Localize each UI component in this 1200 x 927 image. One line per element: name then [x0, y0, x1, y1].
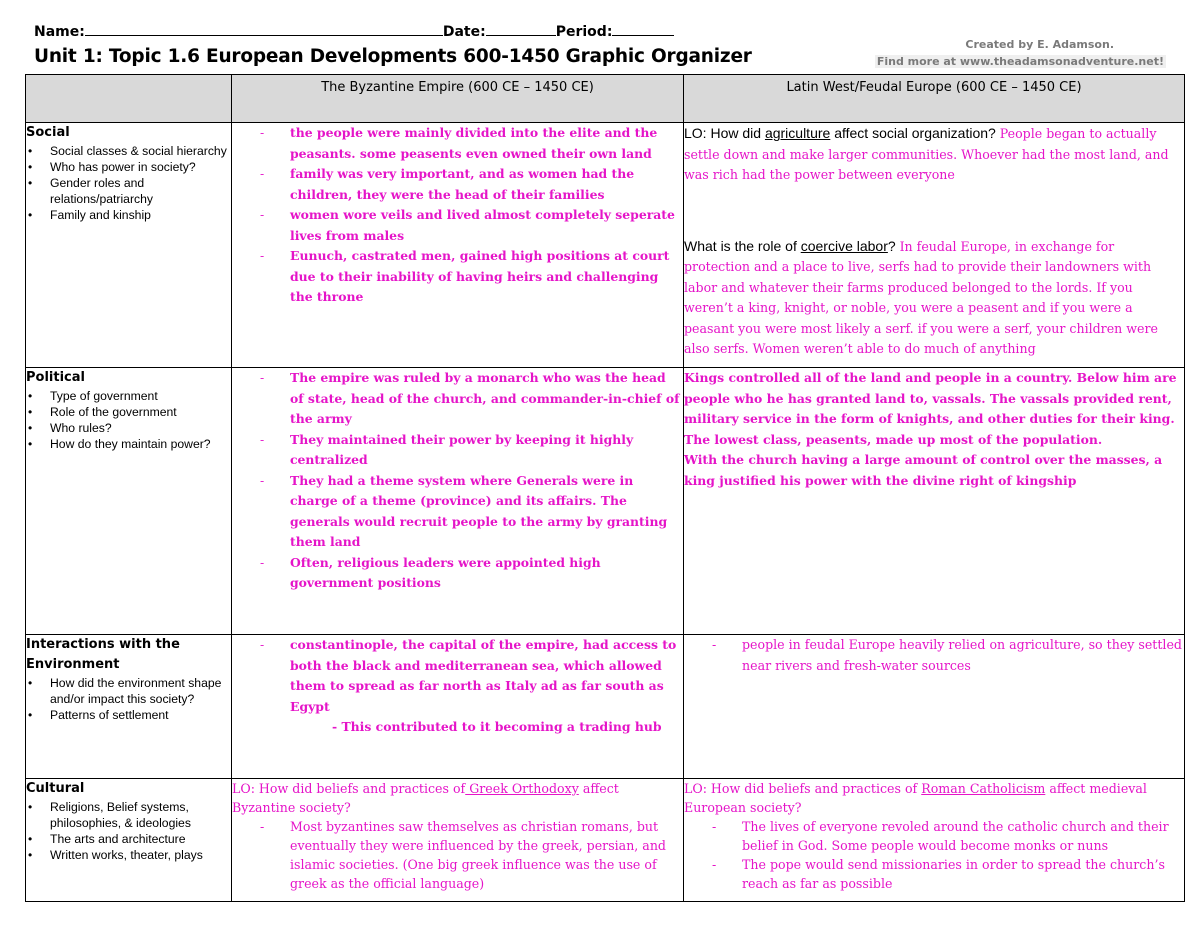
- date-label: Date:: [442, 24, 486, 40]
- answer-item: - The lives of everyone revoled around the catholic church and their belief in God. Some people would become monks or nuns: [742, 817, 1184, 855]
- question-text: LO: How did: [684, 125, 765, 141]
- category-title: Cultural: [26, 781, 85, 796]
- question-text: LO: How did beliefs and practices of: [232, 781, 466, 796]
- category-bullet: • Written works, theater, plays: [50, 847, 231, 863]
- row-environment: [26, 635, 1185, 779]
- category-bullet: • How did the environment shape and/or impact this society?: [50, 675, 231, 707]
- category-bullet: • Religions, Belief systems, philosophies, & ideologies: [50, 799, 231, 831]
- category-political: [26, 368, 232, 635]
- question-term: coercive labor: [800, 237, 888, 254]
- question-text: What is the role of: [684, 237, 801, 254]
- cell-political-latin[interactable]: [684, 368, 1185, 635]
- cell-environment-byzantine[interactable]: [232, 635, 684, 779]
- category-title: Political: [26, 370, 85, 385]
- graphic-organizer-table: [25, 74, 1185, 902]
- name-label: Name:: [34, 24, 85, 40]
- cell-cultural-byzantine[interactable]: [232, 779, 684, 902]
- category-bullet: • The arts and architecture: [50, 831, 231, 847]
- period-label: Period:: [555, 24, 613, 40]
- cell-cultural-latin[interactable]: [684, 779, 1185, 902]
- row-social: [26, 123, 1185, 368]
- answer-item: - They had a theme system where Generals were in charge of a theme (province) and its affairs. The generals would recruit people to the army by granting them land: [290, 471, 683, 553]
- credit-author: Created by E. Adamson.: [965, 38, 1114, 51]
- cell-social-byzantine[interactable]: [232, 123, 684, 368]
- answer-item: - women wore veils and lived almost completely seperate lives from males: [290, 205, 683, 246]
- category-bullet: • Role of the government: [50, 404, 231, 420]
- question-term: Greek Orthodoxy: [465, 781, 579, 796]
- answer-subitem: - This contributed to it becoming a trading hub: [332, 719, 662, 734]
- column-header-latin: Latin West/Feudal Europe (600 CE – 1450 CE): [684, 75, 1185, 123]
- cell-social-latin[interactable]: [684, 123, 1185, 368]
- answer-paragraph: With the church having a large amount of control over the masses, a king justified his power with the divine right of kingship: [684, 452, 1163, 488]
- answer-item: - Often, religious leaders were appointed high government positions: [290, 553, 683, 594]
- header-row: [26, 75, 1185, 123]
- question-text: ?: [887, 237, 900, 254]
- credit-block: [875, 36, 1166, 70]
- page-title: Unit 1: Topic 1.6 European Developments 600-1450 Graphic Organizer: [34, 46, 752, 67]
- answer-item: - They maintained their power by keeping it highly centralized: [290, 430, 683, 471]
- period-blank[interactable]: [612, 22, 674, 36]
- row-cultural: [26, 779, 1185, 902]
- answer-paragraph: Kings controlled all of the land and people in a country. Below him are people who he has granted land to, vassals. The vassals provided rent, military service in the form of knights, and other duties for their king. The lowest class, peasents, made up most of the population.: [684, 370, 1177, 447]
- answer-item: - Most byzantines saw themselves as christian romans, but eventually they were influenced by the greek, persian, and islamic societies. (One big greek influence was the use of greek as the official language): [290, 817, 683, 893]
- question-coercive-labor: [684, 236, 1184, 360]
- category-social: [26, 123, 232, 368]
- question-agriculture: [684, 123, 1184, 186]
- category-environment: [26, 635, 232, 779]
- answer-item: - the people were mainly divided into the elite and the peasants. some peasents even owned their own land: [290, 123, 683, 164]
- name-blank[interactable]: [85, 22, 443, 36]
- category-bullet: • Type of government: [50, 388, 231, 404]
- column-header-byzantine: The Byzantine Empire (600 CE – 1450 CE): [232, 75, 684, 123]
- category-bullet: • Gender roles and relations/patriarchy: [50, 175, 231, 207]
- answer-item: - constantinople, the capital of the empire, had access to both the black and mediterranean sea, which allowed them to spread as far north as Italy ad as far south as Egypt: [290, 635, 683, 717]
- answer-item: - family was very important, and as women had the children, they were the head of their families: [290, 164, 683, 205]
- question-text: affect Byzantine society?: [232, 781, 619, 815]
- question-text: affect social organization?: [830, 125, 1000, 141]
- answer-item: - people in feudal Europe heavily relied on agriculture, so they settled near rivers and fresh-water sources: [742, 635, 1184, 676]
- corner-header-cell: [26, 75, 232, 123]
- category-bullet: • Patterns of settlement: [50, 707, 231, 723]
- category-bullet: • Who has power in society?: [50, 159, 231, 175]
- question-text: affect medieval European society?: [684, 781, 1147, 815]
- answer-text: In feudal Europe, in exchange for protection and a place to live, serfs had to provide their landowners with labor and whatever their farms produced belonged to the lords. If you weren’t a king, knight, or noble, you were a peasent and if you were a peasant you were most likely a serf. if you were a serf, your children were also serfs. Women weren’t able to do much of anything: [684, 238, 1158, 356]
- question-text: LO: How did beliefs and practices of: [684, 781, 922, 796]
- answer-item: - Eunuch, castrated men, gained high positions at court due to their inability of having heirs and challenging the throne: [290, 246, 683, 308]
- student-info-line: [34, 22, 674, 40]
- question-greek-orthodoxy: [232, 779, 683, 817]
- category-cultural: [26, 779, 232, 902]
- category-bullet: • Family and kinship: [50, 207, 231, 223]
- answer-item: - The pope would send missionaries in order to spread the church’s reach as far as possible: [742, 855, 1184, 893]
- category-title: Social: [26, 125, 70, 140]
- question-term: Roman Catholicism: [921, 781, 1046, 796]
- credit-website[interactable]: Find more at www.theadamsonadventure.net!: [876, 55, 1164, 68]
- date-blank[interactable]: [486, 22, 556, 36]
- category-bullet: • Social classes & social hierarchy: [50, 143, 231, 159]
- answer-text: People began to actually settle down and make larger communities. Whoever had the most land, and was rich had the power between everyone: [684, 126, 1169, 182]
- row-political: [26, 368, 1185, 635]
- category-bullet: • Who rules?: [50, 420, 231, 436]
- cell-political-byzantine[interactable]: [232, 368, 684, 635]
- answer-item: - The empire was ruled by a monarch who was the head of state, head of the church, and commander-in-chief of the army: [290, 368, 683, 430]
- category-title: Interactions with the Environment: [26, 637, 180, 672]
- cell-environment-latin[interactable]: [684, 635, 1185, 779]
- question-roman-catholicism: [684, 779, 1184, 817]
- question-term: agriculture: [764, 125, 831, 141]
- category-bullet: • How do they maintain power?: [50, 436, 231, 452]
